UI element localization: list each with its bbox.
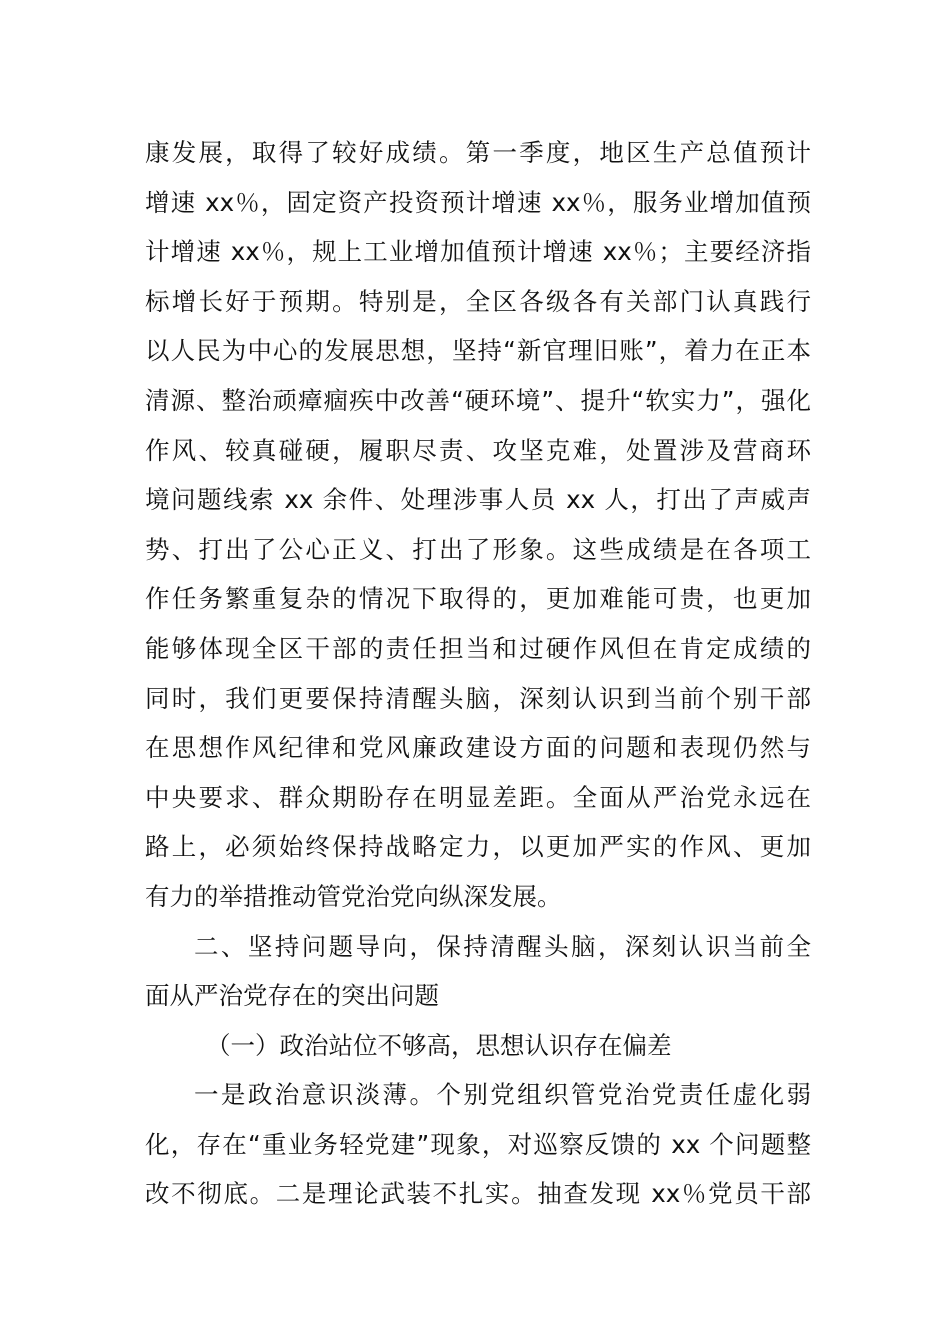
text-line: 标增长好于预期。特别是，全区各级各有关部门认真践行 (145, 286, 811, 316)
text-line: 增速 xx％，固定资产投资预计增速 xx％，服务业增加值预 (145, 187, 811, 217)
text-line: 改不彻底。二是理论武装不扎实。抽查发现 xx％党员干部 (145, 1179, 811, 1209)
text-line: 中央要求、群众期盼存在明显差距。全面从严治党永远在 (145, 782, 811, 812)
text-line: 以人民为中心的发展思想，坚持“新官理旧账”，着力在正本 (145, 336, 811, 366)
text-line: 路上，必须始终保持战略定力，以更加严实的作风、更加 (145, 832, 811, 862)
subsection-heading: （一）政治站位不够高，思想认识存在偏差 (206, 1030, 672, 1060)
text-line: 能够体现全区干部的责任担当和过硬作风但在肯定成绩的 (145, 633, 811, 663)
text-line: 清源、整治顽瘴痼疾中改善“硬环境”、提升“软实力”，强化 (145, 385, 811, 415)
section-heading: 面从严治党存在的突出问题 (145, 981, 439, 1011)
text-line: 势、打出了公心正义、打出了形象。这些成绩是在各项工 (145, 534, 811, 564)
text-line: 同时，我们更要保持清醒头脑，深刻认识到当前个别干部 (145, 683, 811, 713)
text-line: 作任务繁重复杂的情况下取得的，更加难能可贵，也更加 (145, 584, 811, 614)
text-line: 化，存在“重业务轻党建”现象，对巡察反馈的 xx 个问题整 (145, 1129, 811, 1159)
text-line: 康发展，取得了较好成绩。第一季度，地区生产总值预计 (145, 138, 811, 167)
text-line: 境问题线索 xx 余件、处理涉事人员 xx 人，打出了声威声 (145, 485, 811, 515)
text-line: 一是政治意识淡薄。个别党组织管党治党责任虚化弱 (194, 1080, 811, 1110)
body-text (145, 128, 811, 1219)
section-heading: 二、坚持问题导向，保持清醒头脑，深刻认识当前全 (194, 931, 811, 961)
text-line: 在思想作风纪律和党风廉政建设方面的问题和表现仍然与 (145, 733, 811, 763)
text-line: 有力的举措推动管党治党向纵深发展。 (145, 881, 562, 911)
text-line: 作风、较真碰硬，履职尽责、攻坚克难，处置涉及营商环 (145, 435, 811, 465)
text-line: 计增速 xx％，规上工业增加值预计增速 xx％；主要经济指 (145, 237, 811, 267)
